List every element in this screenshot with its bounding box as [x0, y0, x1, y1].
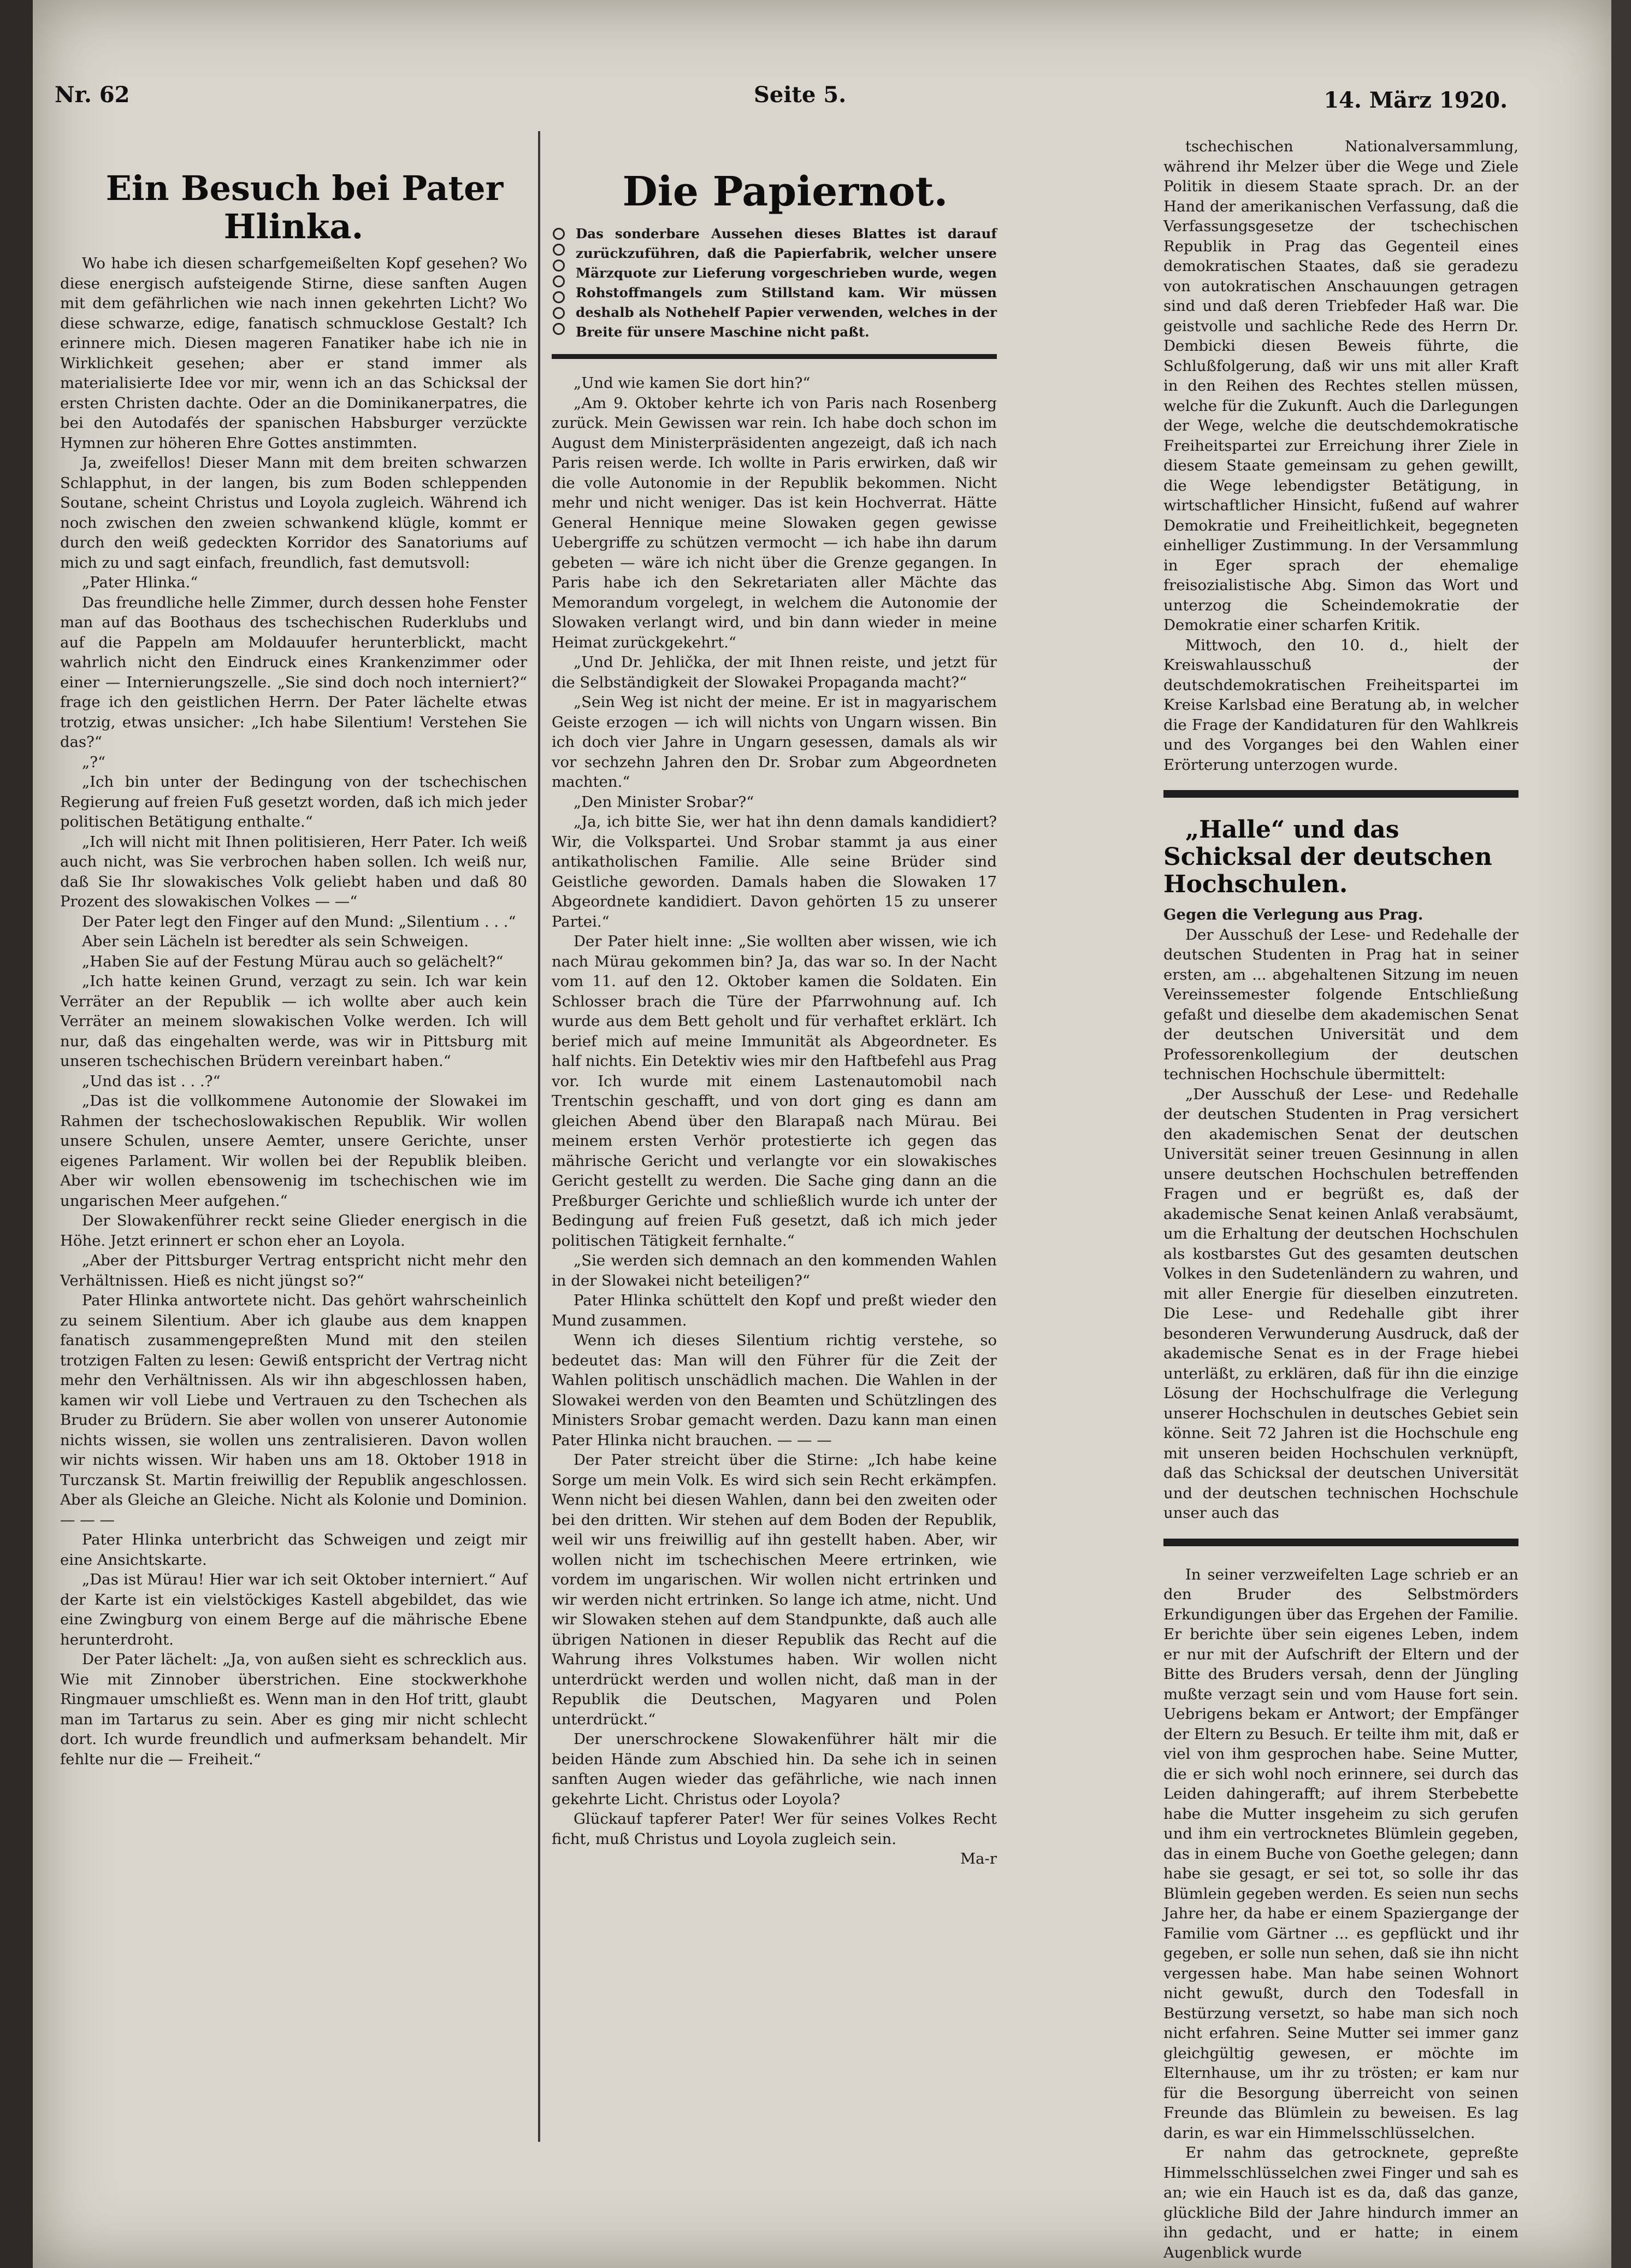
page-number: Seite 5.	[754, 82, 847, 108]
paragraph: Er nahm das getrocknete, gepreßte Himmelsschlüsselchen zwei Finger und sah es an; wie ein Hauch ist es da, daß das ganze, glückliche Bild der Jahre hindurch immer an ihn gedacht, und er hatte; in einem Augenblick wurde	[1163, 2144, 1518, 2261]
paragraph: Mittwoch, den 10. d., hielt der Kreiswahlausschuß der deutschdemokratischen Freiheitspartei im Kreise Karlsbad eine Beratung ab, in welcher die Frage der Kandidaturen für den Wahlkreis und des Vorganges bei den Wahlen einer Erörterung unterzogen wurde.	[1163, 636, 1518, 774]
paragraph: „Ich bin unter der Bedingung von der tschechischen Regierung auf freien Fuß gesetzt worden, daß ich mich jeder politischen Betätigung enthalte.“	[60, 773, 527, 830]
bullet-icon	[553, 260, 565, 272]
notice-text: Das sonderbare Aussehen dieses Blattes ist darauf zurückzuführen, daß die Papierfabrik, welcher unsere Märzquote zur Lieferung vorgeschrieben wurde, wegen Rohstoffmangels zum Stillstand kam. Wir müssen deshalb als Nothehelf Papier verwenden, welches in der Breite für unsere Maschine nicht paßt.	[576, 226, 997, 340]
paragraph: Ja, zweifellos! Dieser Mann mit dem breiten schwarzen Schlapphut, in der langen, bis zum Boden schleppenden Soutane, scheint Christus und Loyola zugleich. Während ich noch zwischen den zweien schwankend klügle, kommt er durch den weiß gedeckten Korridor des Sanatoriums auf mich zu und sagt einfach, freundlich, fast demutsvoll:	[60, 454, 527, 572]
paragraph: Wenn ich dieses Silentium richtig verstehe, so bedeutet das: Man will den Führer für die Zeit der Wahlen politisch unschädlich machen. Die Wahlen in der Slowakei werden von den Beamten und Schützlingen des Ministers Srobar gemacht werden. Dazu kann man einen Pater Hlinka nicht brauchen. — — —	[552, 1332, 997, 1449]
bullet-icon	[553, 244, 565, 256]
article-hlinka-body	[60, 254, 527, 1769]
paragraph: „Ich hatte keinen Grund, verzagt zu sein. Ich war kein Verräter an der Republik — ich wollte aber auch kein Verräter an meinem slowakischen Volke werden. Ich will nur, daß das eingehalten werde, was wir in Pittsburg mit unseren tschechischen Brüdern vereinbart haben.“	[60, 973, 527, 1070]
paragraph: Der Pater lächelt: „Ja, von außen sieht es schrecklich aus. Wie mit Zinnober überstrichen. Eine stockwerkhohe Ringmauer umschließt es. Wenn man in den Hof tritt, glaubt man im Tartarus zu sein. Aber es ging mir nicht schlecht dort. Ich wurde freundlich und aufmerksam behandelt. Mir fehlte nur die — Freiheit.“	[60, 1651, 527, 1768]
issue-date: 14. März 1920.	[1323, 87, 1508, 113]
paragraph: Pater Hlinka schüttelt den Kopf und preßt wieder den Mund zusammen.	[552, 1292, 997, 1329]
paragraph: Der Slowakenführer reckt seine Glieder energisch in die Höhe. Jetzt erinnert er schon eher an Loyola.	[60, 1212, 527, 1250]
right-column	[1163, 137, 1518, 2261]
paragraph: „Das ist die vollkommene Autonomie der Slowakei im Rahmen der tschechoslowakischen Republik. Wir wollen unsere Schulen, unsere Aemter, unsere Gerichte, unser eigenes Parlament. Wir wollen bei der Republik bleiben. Aber wir wollen ebensowenig im tschechischen wie im ungarischen Meer aufgehen.“	[60, 1092, 527, 1210]
page-header	[55, 71, 1508, 120]
paragraph: Der unerschrockene Slowakenführer hält mir die beiden Hände zum Abschied hin. Da sehe ich in seinen sanften Augen wieder das gefährliche, wie nach innen gekehrte Licht. Christus oder Loyola?	[552, 1730, 997, 1808]
article-hochschulen-body	[1163, 925, 1518, 1523]
bullet-icon	[553, 228, 565, 240]
section-rule	[1163, 790, 1518, 798]
paragraph: Der Ausschuß der Lese- und Redehalle der deutschen Studenten in Prag hat in seiner ersten, am ... abgehaltenen Sitzung im neuen Vereinssemester folgende Entschließung gefaßt und dieselbe dem akademischen Senat der deutschen Universität und dem Professorenkollegium der deutschen technischen Hochschule übermittelt:	[1163, 926, 1518, 1083]
paragraph: Das freundliche helle Zimmer, durch dessen hohe Fenster man auf das Boothaus des tschechischen Ruderklubs und auf die Pappeln am Moldauufer herunterblickt, macht wahrlich nicht den Eindruck eines Krankenzimmer oder einer — Internierungszelle. „Sie sind doch noch interniert?“ frage ich den geistlichen Herrn. Der Pater lächelte etwas trotzig, etwas unsicher: „Ich habe Silentium! Verstehen Sie das?“	[60, 593, 527, 751]
section-rule	[1163, 1539, 1518, 1546]
paragraph: Der Pater hielt inne: „Sie wollten aber wissen, wie ich nach Mürau gekommen bin? Ja, das war so. In der Nacht vom 11. auf den 12. Oktober kamen die Soldaten. Ein Schlosser brach die Türe der Pfarrwohnung auf. Ich wurde aus dem Bett geholt und für verhaftet erklärt. Ich berief mich auf meine Immunität als Abgeordneter. Es half nichts. Ein Detektiv wies mir den Haftbefehl aus Prag vor. Ich wurde mit einem Lastenautomobil nach Trentschin geschafft, und von dort ging es dann am gleichen Abend über den Blarapaß nach Mürau. Bei meinem ersten Verhör protestierte ich gegen das mährische Gericht und verlangte vor ein slowakisches Gericht gestellt zu werden. Die Sache ging dann an die Preßburger Gerichte und schließlich wurde ich unter der Bedingung auf freien Fuß gesetzt, daß ich mich jeder politischen Tätigkeit fernhalte.“	[552, 933, 997, 1250]
scan-left-edge	[0, 0, 33, 2268]
article-signature: Ma-r	[960, 1850, 997, 1868]
paragraph: Der Pater streicht über die Stirne: „Ich habe keine Sorge um mein Volk. Es wird sich sein Recht erkämpfen. Wenn nicht bei diesen Wahlen, dann bei den zweiten oder bei den dritten. Wir stehen auf dem Boden der Republik, weil wir uns freiwillig auf ihn gestellt haben. Aber, wir wollen nicht im tschechischen Meere ertrinken, wie vordem im ungarischen. Wir wollen nicht ertrinken und wir werden nicht ertrinken. So lange ich atme, nicht. Und wir Slowaken stehen auf dem Standpunkte, daß auch alle übrigen Nationen in dieser Republik das Recht auf die Wahrung ihres Volkstumes haben. Wir wollen nicht unterdrückt werden und wollen nicht, daß man in der Republik die Deutschen, Magyaren und Polen unterdrückt.“	[552, 1451, 997, 1728]
paragraph: In seiner verzweifelten Lage schrieb er an den Bruder des Selbstmörders Erkundigungen über das Ergehen der Familie. Er berichte über sein eigenes Leben, indem er nur mit der Aufschrift der Eltern und der Bitte des Bruders versah, denn der Jüngling mußte verzagt sein und vom Hause fort sein. Uebrigens bekam er Antwort; der Empfänger der Eltern zu Besuch. Er teilte ihm mit, daß er viel von ihm gesprochen habe. Seine Mutter, die er sich wohl noch erinnere, sei durch das Leiden dahingerafft; auf ihrem Sterbebette habe die Mutter insgeheim zu sich gerufen und ihm ein vertrocknetes Blümlein gegeben, das in einem Buche von Goethe gelegen; dann habe sie gesagt, er sei tot, so solle ihr das Blümlein gegeben werden. Es seien nun sechs Jahre her, da habe er einem Spaziergange der Familie vom Gärtner ... es gepflückt und ihr gegeben, er solle nun sehen, daß sie ihn nicht vergessen habe. Man habe seinen Wohnort nicht gewußt, durch den Todesfall in Bestürzung versetzt, so habe man sich noch nicht erfahren. Seine Mutter sei immer ganz gleichgültig gewesen, er möchte im Elternhause, um ihr zu trösten; er kam nur für die Besorgung überreicht von seinen Freunde das Blümlein zu beweisen. Es lag darin, es war ein Himmelsschlüsselchen.	[1163, 1565, 1518, 2142]
paragraph: „Sein Weg ist nicht der meine. Er ist in magyarischem Geiste erzogen — ich will nichts von Ungarn wissen. Bin ich doch vier Jahre in Ungarn gesessen, damals als wir vor sechzehn Jahren den Dr. Srobar zum Abgeordneten machten.“	[552, 693, 997, 791]
bullet-icon	[553, 323, 565, 335]
paragraph: „Ich will nicht mit Ihnen politisieren, Herr Pater. Ich weiß auch nicht, was Sie verbrochen haben sollen. Ich weiß nur, daß Sie Ihr slowakisches Volk geliebt haben und daß 80 Prozent des slowakischen Volkes — —“	[60, 833, 527, 910]
paper-shortage-notice	[552, 224, 997, 342]
paragraph: „Und wie kamen Sie dort hin?“	[574, 374, 811, 392]
notice-bullets	[552, 224, 568, 339]
headline-hlinka: Ein Besuch bei Pater Hlinka.	[105, 168, 504, 246]
paragraph: „Am 9. Oktober kehrte ich von Paris nach Rosenberg zurück. Mein Gewissen war rein. Ich habe doch schon im August dem Ministerpräsidenten angezeigt, daß ich nach Paris reisen werde. Ich wollte in Paris erwirken, daß wir die volle Autonomie in der Republik bekommen. Nicht mehr und nicht weniger. Das ist kein Hochverrat. Hätte General Hennique meine Slowaken gegen gewisse Uebergriffe zu schützen vermocht — ich habe ihn darum gebeten — wäre ich nicht über die Grenze gegangen. In Paris habe ich den Sekretariaten aller Mächte das Memorandum vorgelegt, in welchem die Autonomie der Slowaken verlangt wird, und bin dann wieder in meine Heimat zurückgekehrt.“	[552, 394, 997, 651]
article-papiernot	[552, 169, 997, 2191]
section-rule	[552, 354, 997, 359]
paragraph: Pater Hlinka antwortete nicht. Das gehört wahrscheinlich zu seinem Silentium. Aber ich glaube aus dem knappen fanatisch zusammengepreßten Mund mit den steilen trotzigen Falten zu lesen: Gewiß entspricht der Vertrag nicht mehr den Verhältnissen. Als wir ihn abgeschlossen haben, kamen wir voll Liebe und Vertrauen zu den Tschechen als Bruder zu Brüdern. Sie aber wollen von unserer Autonomie nichts wissen, sie wollen uns zentralisieren. Davon wollen wir nichts wissen. Wir haben uns am 18. Oktober 1918 in Turczansk St. Martin freiwillig der Republik angeschlossen. Aber als Gleiche an Gleiche. Nicht als Kolonie und Dominion. — — —	[60, 1292, 527, 1529]
headline-papiernot: Die Papiernot.	[622, 168, 948, 215]
paragraph: „Pater Hlinka.“	[82, 574, 198, 591]
paragraph: „Und Dr. Jehlička, der mit Ihnen reiste, und jetzt für die Selbständigkeit der Slowakei Propaganda macht?“	[552, 653, 997, 691]
headline-hochschulen: „Halle“ und das Schicksal der deutschen Hochschulen.	[1163, 816, 1492, 898]
subhead-hochschulen: Gegen die Verlegung aus Prag.	[1163, 906, 1423, 923]
paragraph: „Das ist Mürau! Hier war ich seit Oktober interniert.“ Auf der Karte ist ein vielstöckiges Kastell abgebildet, das wie eine Zwingburg von einem Berge auf die mährische Ebene herunterdroht.	[60, 1571, 527, 1648]
issue-number: Nr. 62	[55, 82, 130, 108]
bullet-icon	[553, 275, 565, 287]
election-report	[1163, 137, 1518, 775]
paragraph: Wo habe ich diesen scharfgemeißelten Kopf gesehen? Wo diese energisch aufsteigende Stirne, diese sanften Augen mit dem gefährlichen wie nach innen gekehrten Licht? Wo diese schwarze, edige, fanatisch schmucklose Gestalt? Ich erinnere mich. Diesen mageren Fanatiker habe ich nie in Wirklichkeit gesehen; aber er stand immer als materialisierte Idee vor mir, wenn ich an das Schicksal der ersten Christen dachte. Oder an die Dominikanerpatres, die bei den Autodafés der spanischen Habsburger verzückte Hymnen zur höheren Ehre Gottes anstimmten.	[60, 255, 527, 452]
paragraph: „Den Minister Srobar?“	[574, 793, 754, 811]
paragraph: Aber sein Lächeln ist beredter als sein Schweigen.	[82, 933, 469, 950]
paragraph: „Und das ist . . .?“	[82, 1072, 221, 1090]
paragraph: „Aber der Pittsburger Vertrag entspricht nicht mehr den Verhältnissen. Hieß es nicht jüngst so?“	[60, 1252, 527, 1289]
paragraph: Pater Hlinka unterbricht das Schweigen und zeigt mir eine Ansichtskarte.	[60, 1531, 527, 1569]
article-hlinka	[60, 169, 527, 2191]
paragraph: Der Pater legt den Finger auf den Mund: „Silentium . . .“	[82, 912, 516, 930]
paragraph: tschechischen Nationalversammlung, während ihr Melzer über die Wege und Ziele Politik in diesem Staate sprach. Dr. an der Hand der amerikanischen Verfassung, daß die Verfassungsgesetze der tschechischen Republik in Prag das Gegenteil eines demokratischen Staates, daß sie geradezu von autokratischen Anschauungen getragen sind und daß deren Triebfeder Haß war. Die geistvolle und sachliche Rede des Herrn Dr. Dembicki diesen Beweis führte, die Schlußfolgerung, daß wir uns mit aller Kraft in den Reihen des Rechtes stellen müssen, welche für die Zukunft. Auch die Darlegungen der Wege, welche die deutschdemokratische Freiheitspartei zur Erreichung ihrer Ziele in diesem Staate gemeinsam zu gehen gewillt, die Wege lebendigster Betätigung, in wirtschaftlicher Hinsicht, fußend auf wahrer Demokratie und Freiheitlichkeit, begegneten einhelliger Zustimmung. In der Versammlung in Eger sprach der ehemalige freisozialistische Abg. Simon das Wort und unterzog die Scheindemokratie der Demokratie einer scharfen Kritik.	[1163, 138, 1518, 634]
scan-right-edge	[1611, 0, 1631, 2268]
paragraph: „?“	[82, 753, 106, 771]
feuilleton-fragment	[1163, 1565, 1518, 2263]
article-hlinka-continued	[552, 373, 997, 1849]
bullet-icon	[553, 307, 565, 319]
paragraph: „Sie werden sich demnach an den kommenden Wahlen in der Slowakei nicht beteiligen?“	[552, 1252, 997, 1289]
paragraph: „Der Ausschuß der Lese- und Redehalle der deutschen Studenten in Prag versichert den akademischen Senat der deutschen Universität seiner treuen Gesinnung in allen unsere deutschen Hochschulen betreffenden Fragen und er begrüßt es, daß der akademische Senat keinen Anlaß verabsäumt, um die Erhaltung der deutschen Hochschulen als kostbarstes Gut des gesamten deutschen Volkes in den Sudetenländern zu wahren, und mit aller Energie für dieselben einzutreten. Die Lese- und Redehalle gibt ihrer besonderen Verwunderung Ausdruck, daß der akademische Senat es in der Frage hiebei unterläßt, zu erklären, daß für ihn die einzige Lösung der Hochschulfrage die Verlegung unserer Hochschulen in deutsches Gebiet sein könne. Seit 72 Jahren ist die Hochschule eng mit unseren beiden Hochschulen verknüpft, daß das Schicksal der deutschen Universität und der deutschen technischen Hochschule unser auch das	[1163, 1085, 1518, 1522]
bullet-icon	[553, 291, 565, 303]
paragraph: „Ja, ich bitte Sie, wer hat ihn denn damals kandidiert? Wir, die Volkspartei. Und Srobar stammt ja aus einer antikatholischen Familie. Alle seine Brüder sind Geistliche geworden. Damals haben die Slowaken 17 Abgeordnete kandidiert. Davon gehörten 15 zu unserer Partei.“	[552, 813, 997, 930]
paragraph: Glückauf tapferer Pater! Wer für seines Volkes Recht ficht, muß Christus und Loyola zugleich sein.	[552, 1810, 997, 1848]
column-divider	[538, 131, 540, 2142]
paragraph: „Haben Sie auf der Festung Mürau auch so gelächelt?“	[82, 952, 504, 970]
